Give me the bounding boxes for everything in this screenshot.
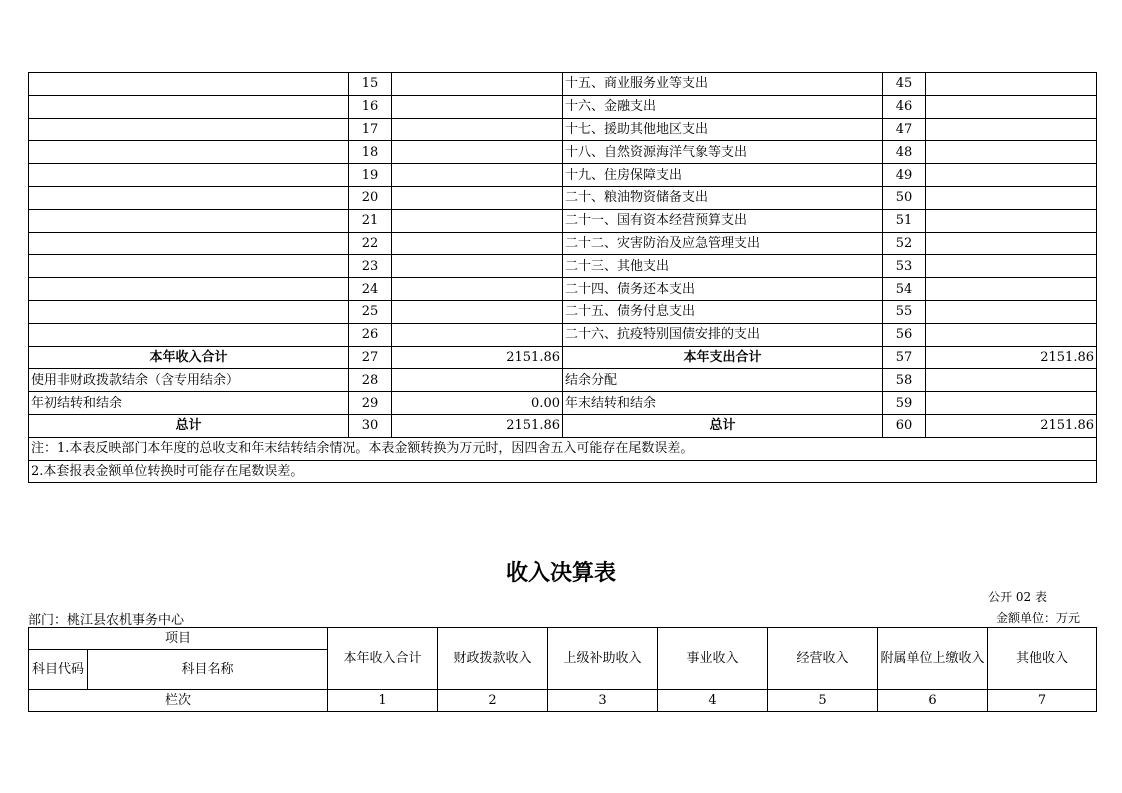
right-amount — [926, 73, 1097, 96]
right-amount — [926, 186, 1097, 209]
right-amount — [926, 323, 1097, 346]
subject-code-header: 科目代码 — [29, 650, 88, 690]
left-row-number: 25 — [349, 300, 392, 323]
right-amount — [926, 232, 1097, 255]
right-amount — [926, 392, 1097, 415]
right-row-number: 47 — [883, 118, 926, 141]
left-item-label — [29, 232, 349, 255]
page-title: 收入决算表 — [505, 561, 616, 586]
left-item-label: 本年收入合计 — [29, 346, 349, 369]
column-header: 附属单位上缴收入 — [878, 628, 988, 690]
right-row-number: 46 — [883, 95, 926, 118]
right-item-label: 十九、住房保障支出 — [563, 164, 883, 187]
left-row-number: 24 — [349, 278, 392, 301]
left-amount — [392, 278, 563, 301]
column-number: 5 — [768, 690, 878, 712]
left-row-number: 23 — [349, 255, 392, 278]
right-item-label: 十八、自然资源海洋气象等支出 — [563, 141, 883, 164]
left-row-number: 17 — [349, 118, 392, 141]
left-item-label — [29, 209, 349, 232]
table-row — [29, 232, 1097, 255]
department-label: 部门：桃江县农机事务中心 — [28, 613, 185, 628]
right-row-number: 57 — [883, 346, 926, 369]
right-item-label: 二十四、债务还本支出 — [563, 278, 883, 301]
left-amount — [392, 118, 563, 141]
income-expenditure-table — [28, 72, 1097, 483]
table-row — [29, 73, 1097, 96]
right-amount — [926, 118, 1097, 141]
right-item-label: 十五、商业服务业等支出 — [563, 73, 883, 96]
right-amount: 2151.86 — [926, 346, 1097, 369]
left-row-number: 30 — [349, 414, 392, 437]
right-item-label: 二十三、其他支出 — [563, 255, 883, 278]
left-item-label — [29, 95, 349, 118]
row-number-label: 栏次 — [29, 690, 328, 712]
right-amount: 2151.86 — [926, 414, 1097, 437]
right-amount — [926, 278, 1097, 301]
left-item-label — [29, 300, 349, 323]
right-amount — [926, 141, 1097, 164]
right-item-label: 二十一、国有资本经营预算支出 — [563, 209, 883, 232]
left-amount — [392, 73, 563, 96]
left-amount — [392, 323, 563, 346]
column-number: 3 — [548, 690, 658, 712]
table-row — [29, 369, 1097, 392]
left-amount: 0.00 — [392, 392, 563, 415]
left-amount — [392, 300, 563, 323]
right-row-number: 53 — [883, 255, 926, 278]
table-row — [29, 392, 1097, 415]
left-item-label — [29, 118, 349, 141]
column-header: 经营收入 — [768, 628, 878, 690]
right-row-number: 59 — [883, 392, 926, 415]
right-item-label: 二十二、灾害防治及应急管理支出 — [563, 232, 883, 255]
left-row-number: 21 — [349, 209, 392, 232]
table-row — [29, 255, 1097, 278]
left-item-label — [29, 186, 349, 209]
right-row-number: 45 — [883, 73, 926, 96]
left-amount: 2151.86 — [392, 414, 563, 437]
right-row-number: 51 — [883, 209, 926, 232]
right-row-number: 60 — [883, 414, 926, 437]
right-item-label: 年末结转和结余 — [563, 392, 883, 415]
left-row-number: 27 — [349, 346, 392, 369]
left-row-number: 22 — [349, 232, 392, 255]
left-row-number: 28 — [349, 369, 392, 392]
right-amount — [926, 209, 1097, 232]
note-row — [29, 437, 1097, 460]
column-number: 2 — [438, 690, 548, 712]
left-row-number: 15 — [349, 73, 392, 96]
left-amount — [392, 369, 563, 392]
column-header: 本年收入合计 — [328, 628, 438, 690]
left-row-number: 26 — [349, 323, 392, 346]
left-row-number: 29 — [349, 392, 392, 415]
left-row-number: 20 — [349, 186, 392, 209]
right-amount — [926, 300, 1097, 323]
left-item-label: 使用非财政拨款结余（含专用结余） — [29, 369, 349, 392]
left-item-label — [29, 323, 349, 346]
left-amount — [392, 164, 563, 187]
right-item-label: 总计 — [563, 414, 883, 437]
right-row-number: 49 — [883, 164, 926, 187]
right-row-number: 58 — [883, 369, 926, 392]
right-row-number: 54 — [883, 278, 926, 301]
column-number: 1 — [328, 690, 438, 712]
left-row-number: 18 — [349, 141, 392, 164]
table-row — [29, 209, 1097, 232]
right-row-number: 56 — [883, 323, 926, 346]
table-row — [29, 414, 1097, 437]
subject-name-header: 科目名称 — [88, 650, 328, 690]
right-row-number: 50 — [883, 186, 926, 209]
right-item-label: 二十、粮油物资储备支出 — [563, 186, 883, 209]
column-number: 4 — [658, 690, 768, 712]
table-row — [29, 164, 1097, 187]
left-item-label — [29, 164, 349, 187]
left-row-number: 19 — [349, 164, 392, 187]
table-row — [29, 278, 1097, 301]
left-amount — [392, 186, 563, 209]
item-header: 项目 — [29, 628, 328, 650]
table-note: 注：1.本表反映部门本年度的总收支和年末结转结余情况。本表金额转换为万元时，因四舍五入可能存在尾数误差。 — [29, 437, 1097, 460]
column-header: 财政拨款收入 — [438, 628, 548, 690]
right-item-label: 结余分配 — [563, 369, 883, 392]
right-item-label: 二十五、债务付息支出 — [563, 300, 883, 323]
table-row — [29, 141, 1097, 164]
left-amount — [392, 95, 563, 118]
left-item-label — [29, 141, 349, 164]
right-row-number: 48 — [883, 141, 926, 164]
table-code: 公开 02 表 — [988, 590, 1047, 604]
left-amount — [392, 232, 563, 255]
column-header: 上级补助收入 — [548, 628, 658, 690]
table-note: 2.本套报表金额单位转换时可能存在尾数误差。 — [29, 460, 1097, 483]
left-item-label — [29, 255, 349, 278]
left-amount: 2151.86 — [392, 346, 563, 369]
table-row — [29, 118, 1097, 141]
left-amount — [392, 209, 563, 232]
left-item-label: 总计 — [29, 414, 349, 437]
table-row — [29, 186, 1097, 209]
right-item-label: 十六、金融支出 — [563, 95, 883, 118]
table-row — [29, 323, 1097, 346]
left-row-number: 16 — [349, 95, 392, 118]
column-header: 其他收入 — [988, 628, 1097, 690]
table-row — [29, 346, 1097, 369]
left-amount — [392, 141, 563, 164]
right-item-label: 二十六、抗疫特别国债安排的支出 — [563, 323, 883, 346]
left-item-label — [29, 73, 349, 96]
right-item-label: 十七、援助其他地区支出 — [563, 118, 883, 141]
right-amount — [926, 369, 1097, 392]
income-statement-table — [28, 627, 1097, 712]
right-row-number: 52 — [883, 232, 926, 255]
right-amount — [926, 95, 1097, 118]
right-amount — [926, 255, 1097, 278]
table-row — [29, 300, 1097, 323]
left-amount — [392, 255, 563, 278]
right-row-number: 55 — [883, 300, 926, 323]
column-number: 6 — [878, 690, 988, 712]
column-header: 事业收入 — [658, 628, 768, 690]
amount-unit-label: 金额单位：万元 — [995, 611, 1080, 625]
right-amount — [926, 164, 1097, 187]
left-item-label: 年初结转和结余 — [29, 392, 349, 415]
note-row — [29, 460, 1097, 483]
right-item-label: 本年支出合计 — [563, 346, 883, 369]
table-row — [29, 95, 1097, 118]
column-number: 7 — [988, 690, 1097, 712]
left-item-label — [29, 278, 349, 301]
